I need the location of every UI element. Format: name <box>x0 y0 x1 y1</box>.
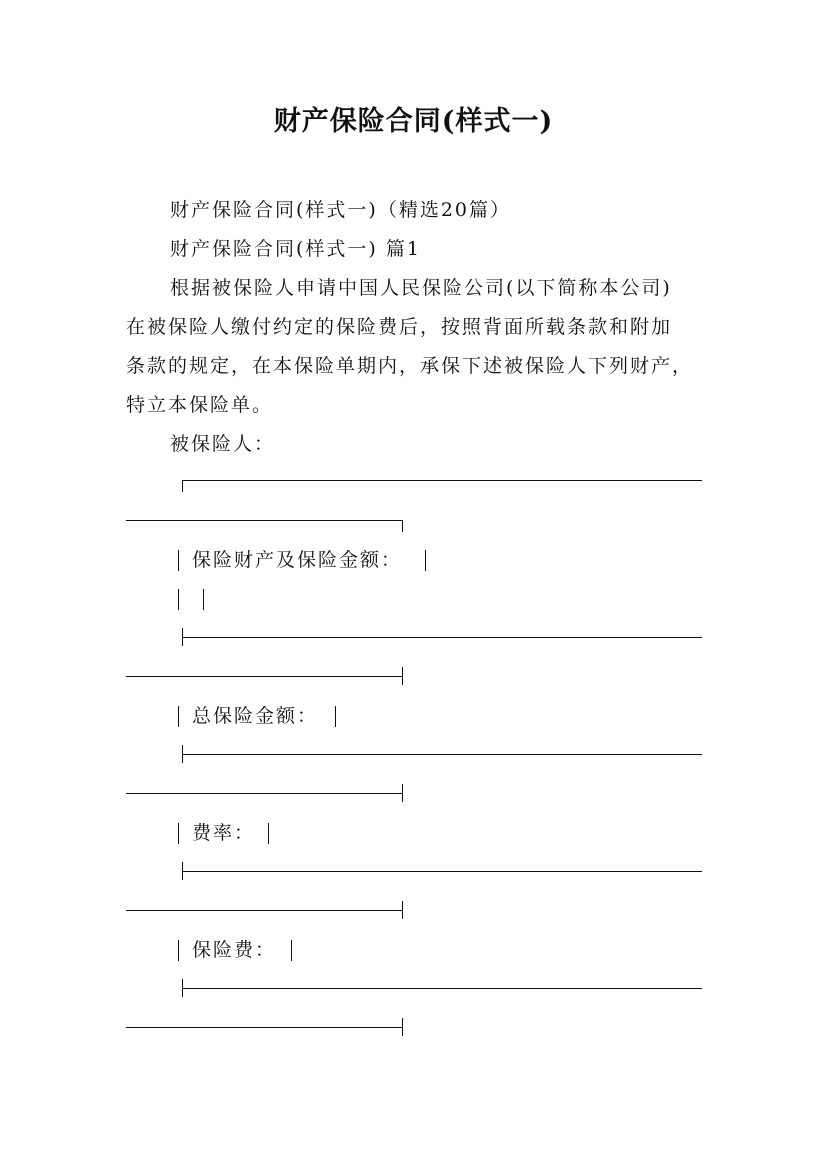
form-row-label: 总保险金额： <box>192 705 319 727</box>
paragraph-line: 根据被保险人申请中国人民保险公司(以下简称本公司) <box>170 277 672 299</box>
document-subtitle: 财产保险合同(样式一)（精选20篇） <box>170 199 512 221</box>
form-row-label: 保险费： <box>192 939 277 961</box>
paragraph-line: 特立本保险单。 <box>126 394 274 416</box>
form-row-label: 费率： <box>192 822 256 844</box>
document-title: 财产保险合同(样式一) <box>273 106 554 137</box>
form-row-label: 保险财产及保险金额： <box>192 549 403 571</box>
paragraph-line: 条款的规定，在本保险单期内，承保下述被保险人下列财产， <box>126 355 694 377</box>
insured-label: 被保险人： <box>170 433 276 455</box>
paragraph-line: 在被保险人缴付约定的保险费后，按照背面所载条款和附加 <box>126 316 673 338</box>
section-heading: 财产保险合同(样式一) 篇1 <box>170 238 421 260</box>
